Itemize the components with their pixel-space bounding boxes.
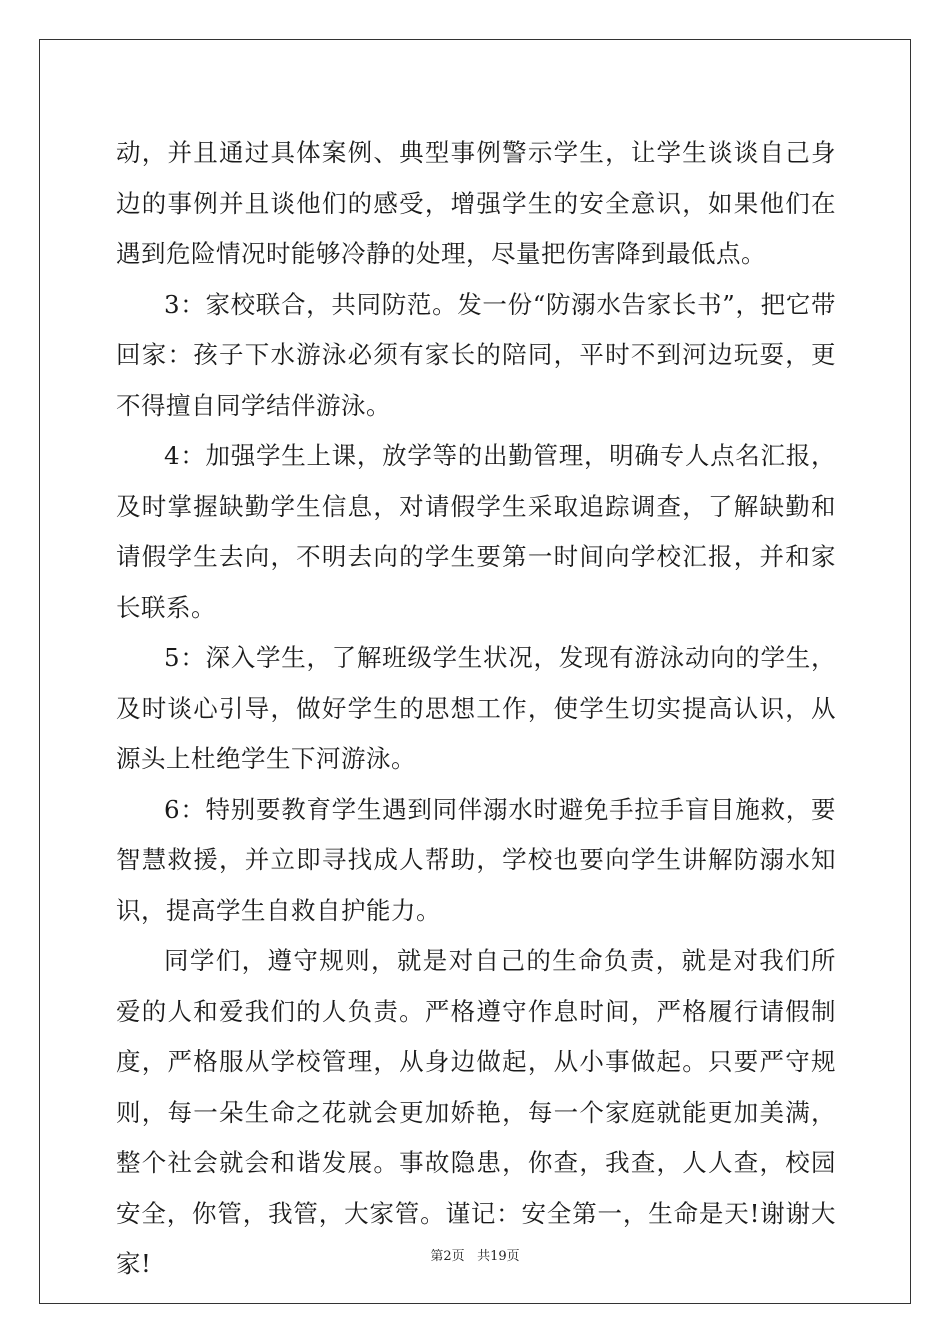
paragraph-item-4: 4：加强学生上课，放学等的出勤管理，明确专人点名汇报，及时掌握缺勤学生信息，对请假学生采取追踪调查，了解缺勤和请假学生去向，不明去向的学生要第一时间向学校汇报，并和家长联系。 [116,441,836,622]
paragraph-item-5: 5：深入学生，了解班级学生状况，发现有游泳动向的学生，及时谈心引导，做好学生的思想工作，使学生切实提高认识，从源头上杜绝学生下河游泳。 [116,643,836,773]
page-footer [0,1245,950,1264]
paragraph-item-3: 3：家校联合，共同防范。发一份“防溺水告家长书”，把它带回家：孩子下水游泳必须有家长的陪同，平时不到河边玩耍，更不得擅自同学结伴游泳。 [116,289,836,420]
document-body [116,128,836,1290]
page-total: 共19页 [477,1249,520,1264]
page-number: 第2页 [430,1249,465,1264]
paragraph-closing: 同学们，遵守规则，就是对自己的生命负责，就是对我们所爱的人和爱我们的人负责。严格遵守作息时间，严格履行请假制度，严格服从学校管理，从身边做起，从小事做起。只要严守规则，每一朵生命之花就会更加娇艳，每一个家庭就能更加美满，整个社会就会和谐发展。事故隐患，你查，我查，人人查，校园安全，你管，我管，大家管。谨记：安全第一，生命是天!谢谢大家! [116,946,836,1278]
footer-gap [465,1249,477,1264]
paragraph-continuation: 动，并且通过具体案例、典型事例警示学生，让学生谈谈自己身边的事例并且谈他们的感受，增强学生的安全意识，如果他们在遇到危险情况时能够冷静的处理，尽量把伤害降到最低点。 [116,138,836,268]
paragraph-item-6: 6：特别要教育学生遇到同伴溺水时避免手拉手盲目施救，要智慧救援，并立即寻找成人帮助，学校也要向学生讲解防溺水知识，提高学生自救自护能力。 [116,794,836,925]
